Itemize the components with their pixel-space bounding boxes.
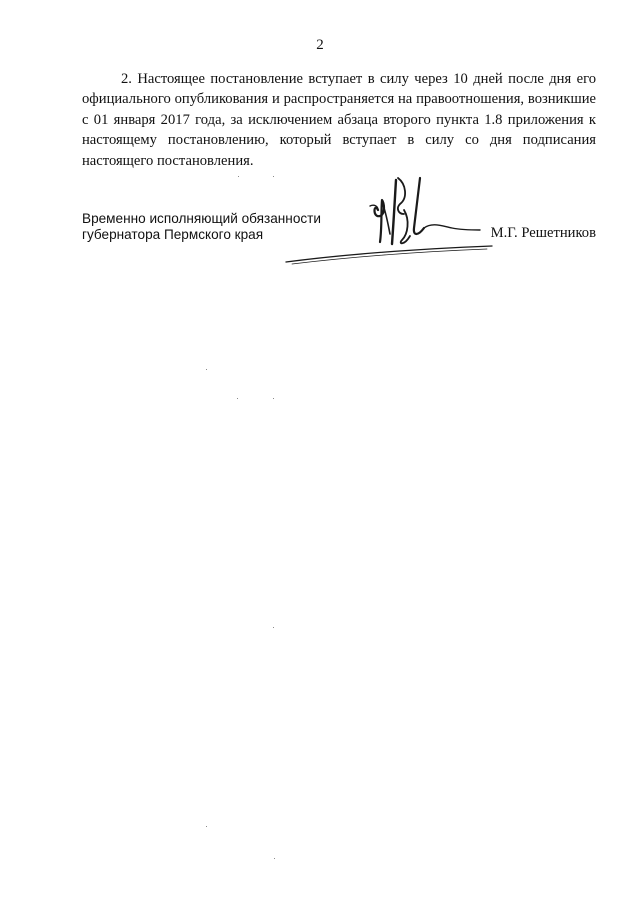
signer-position-line-1: Временно исполняющий обязанности <box>82 211 321 226</box>
page-number: 2 <box>316 37 324 53</box>
signer-position-line-2: губернатора Пермского края <box>82 227 264 242</box>
scan-speck <box>238 176 239 177</box>
scan-speck <box>273 627 274 628</box>
scan-speck <box>206 369 207 370</box>
scan-speck <box>237 398 238 399</box>
handwritten-signature-icon <box>282 172 498 268</box>
scan-speck <box>273 176 274 177</box>
scan-speck <box>273 398 274 399</box>
scan-speck <box>206 826 207 827</box>
body-paragraph: 2. Настоящее постановление вступает в силу через 10 дней после дня его официального опубликования и распространяется на правоотношения, возникшие с 01 января 2017 года, за исключением абзаца второго пункта 1.8 приложения к настоящему постановлению, который вступает в силу со дня подписания настоящего постановления. <box>82 71 596 169</box>
scan-speck <box>274 858 275 859</box>
signer-name: М.Г. Решетников <box>490 225 596 241</box>
